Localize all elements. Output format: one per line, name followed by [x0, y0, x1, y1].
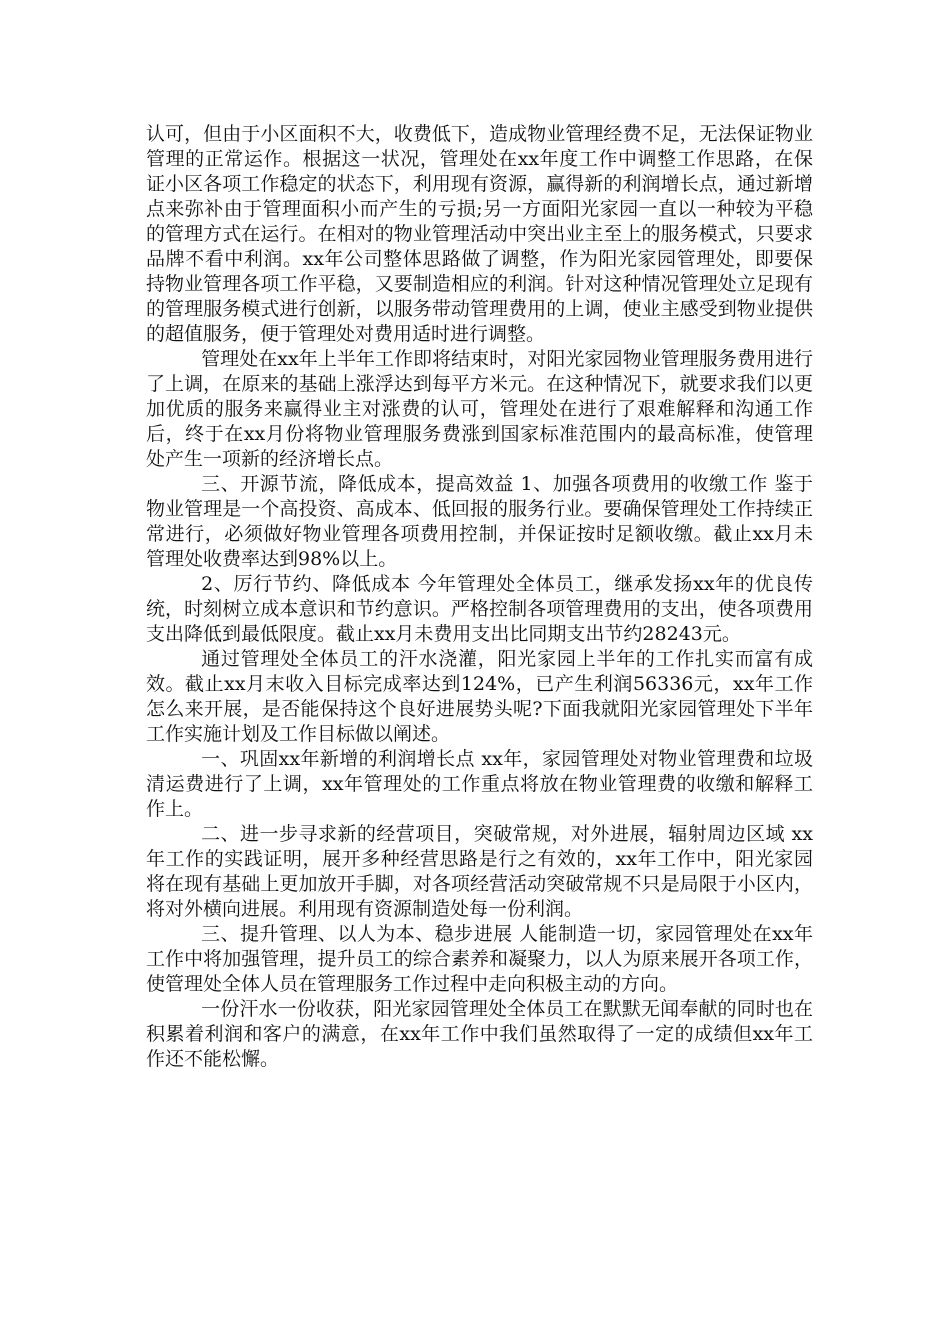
- paragraph-4: 2、厉行节约、降低成本 今年管理处全体员工，继承发扬xx年的优良传统，时刻树立成本意识和节约意识。严格控制各项管理费用的支出，使各项费用支出降低到最低限度。截止xx月未费用支出比同期支出节约28243元。: [146, 573, 813, 645]
- paragraph-5: 通过管理处全体员工的汗水浇灌，阳光家园上半年的工作扎实而富有成效。截止xx月末收入目标完成率达到124%，已产生利润56336元，xx年工作怎么来开展，是否能保持这个良好进展势头呢?下面我就阳光家园管理处下半年工作实施计划及工作目标做以阐述。: [146, 648, 813, 745]
- paragraph-6: 一、巩固xx年新增的利润增长点 xx年，家园管理处对物业管理费和垃圾清运费进行了上调，xx年管理处的工作重点将放在物业管理费的收缴和解释工作上。: [146, 748, 813, 820]
- paragraph-9: 一份汗水一份收获，阳光家园管理处全体员工在默默无闻奉献的同时也在积累着利润和客户的满意，在xx年工作中我们虽然取得了一定的成绩但xx年工作还不能松懈。: [146, 998, 813, 1070]
- paragraph-7: 二、进一步寻求新的经营项目，突破常规，对外进展，辐射周边区域 xx年工作的实践证明，展开多种经营思路是行之有效的，xx年工作中，阳光家园将在现有基础上更加放开手脚，对各项经营活动突破常规不只是局限于小区内，将对外横向进展。利用现有资源制造处每一份利润。: [146, 823, 813, 920]
- paragraph-1: 认可，但由于小区面积不大，收费低下，造成物业管理经费不足，无法保证物业管理的正常运作。根据这一状况，管理处在xx年度工作中调整工作思路，在保证小区各项工作稳定的状态下，利用现有资源，赢得新的利润增长点，通过新增点来弥补由于管理面积小而产生的亏损;另一方面阳光家园一直以一种较为平稳的管理方式在运行。在相对的物业管理活动中突出业主至上的服务模式，只要求品牌不看中利润。xx年公司整体思路做了调整，作为阳光家园管理处，即要保持物业管理各项工作平稳，又要制造相应的利润。针对这种情况管理处立足现有的管理服务模式进行创新，以服务带动管理费用的上调，使业主感受到物业提供的超值服务，便于管理处对费用适时进行调整。: [146, 123, 813, 345]
- paragraph-2: 管理处在xx年上半年工作即将结束时，对阳光家园物业管理服务费用进行了上调，在原来的基础上涨浮达到每平方米元。在这种情况下，就要求我们以更加优质的服务来赢得业主对涨费的认可，管理处在进行了艰难解释和沟通工作后，终于在xx月份将物业管理服务费涨到国家标准范围内的最高标准，使管理处产生一项新的经济增长点。: [146, 348, 813, 470]
- document-page: [146, 122, 813, 1072]
- paragraph-3: 三、开源节流，降低成本，提高效益 1、加强各项费用的收缴工作 鉴于物业管理是一个高投资、高成本、低回报的服务行业。要确保管理处工作持续正常进行，必须做好物业管理各项费用控制，并保证按时足额收缴。截止xx月未管理处收费率达到98%以上。: [146, 473, 813, 570]
- paragraph-8: 三、提升管理、以人为本、稳步进展 人能制造一切，家园管理处在xx年工作中将加强管理，提升员工的综合素养和凝聚力，以人为原来展开各项工作，使管理处全体人员在管理服务工作过程中走向积极主动的方向。: [146, 923, 813, 995]
